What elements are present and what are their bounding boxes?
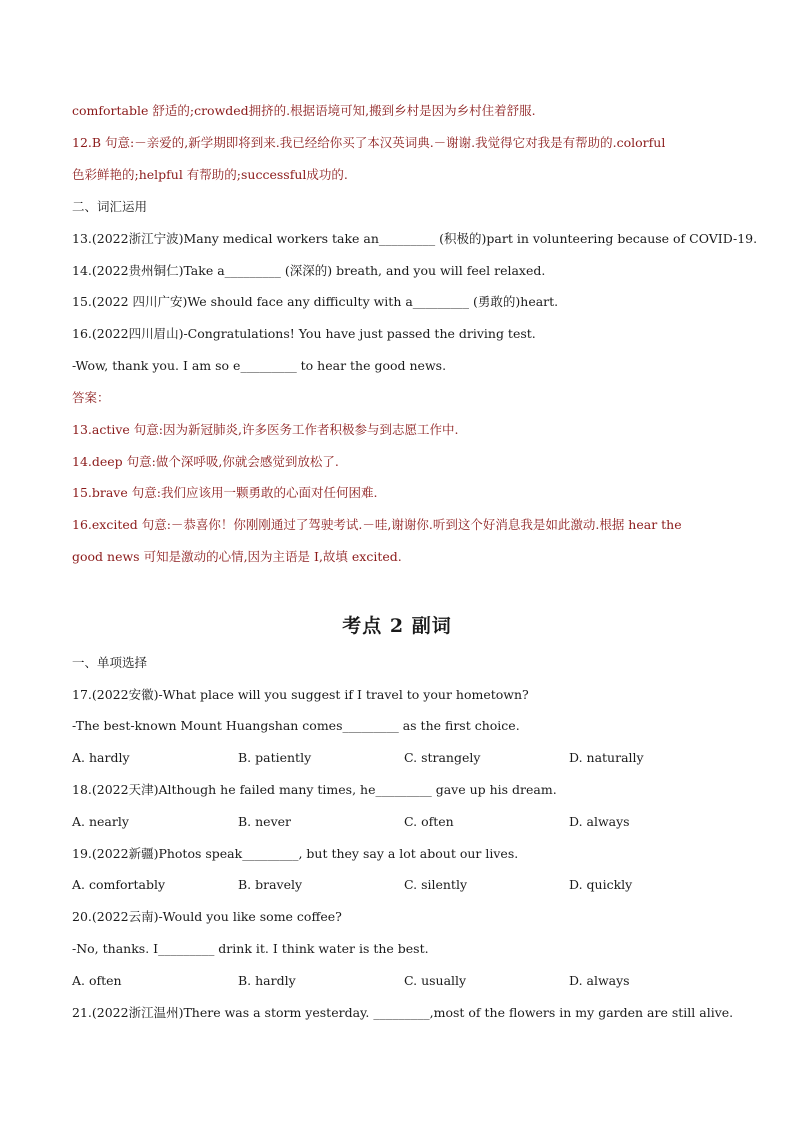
vocab-heading: 二、词汇运用 — [72, 199, 148, 214]
q19-option-d: D. quickly — [569, 877, 633, 892]
answers-label: 答案： — [72, 390, 110, 405]
answer-15: 15.brave 句意:我们应该用一颗勇敢的心面对任何困难. — [72, 485, 378, 500]
question-14: 14.(2022贵州铜仁)Take a_________ (深深的) breath, and you will feel relaxed. — [72, 263, 546, 278]
question-16-line1: 16.(2022四川眉山)-Congratulations! You have just passed the driving test. — [72, 326, 536, 341]
question-17-line1: 17.(2022安徽)-What place will you suggest if I travel to your hometown? — [72, 687, 529, 702]
question-17-line2: -The best-known Mount Huangshan comes_________ as the first choice. — [72, 718, 520, 733]
q18-option-c: C. often — [404, 814, 454, 829]
answer-12-line1: 12.B 句意:－亲爱的,新学期即将到来.我已经给你买了本汉英词典.－谢谢.我觉得它对我是有帮助的.colorful — [72, 135, 666, 150]
q18-option-b: B. never — [238, 814, 292, 829]
q20-option-b: B. hardly — [238, 973, 296, 988]
question-20-line2: -No, thanks. I_________ drink it. I think water is the best. — [72, 941, 429, 956]
question-15: 15.(2022 四川广安)We should face any difficulty with a_________ (勇敢的)heart. — [72, 294, 559, 309]
q18-option-d: D. always — [569, 814, 630, 829]
q20-option-c: C. usually — [404, 973, 467, 988]
single-choice-heading: 一、单项选择 — [72, 655, 148, 670]
answer-13: 13.active 句意:因为新冠肺炎,许多医务工作者积极参与到志愿工作中. — [72, 422, 459, 437]
question-19: 19.(2022新疆)Photos speak_________, but they say a lot about our lives. — [72, 846, 519, 861]
q17-option-d: D. naturally — [569, 750, 644, 765]
question-21: 21.(2022浙江温州)There was a storm yesterday. _________,most of the flowers in my garden are still alive. — [72, 1005, 734, 1020]
q17-option-a: A. hardly — [72, 750, 130, 765]
question-20-line1: 20.(2022云南)-Would you like some coffee? — [72, 909, 342, 924]
question-13: 13.(2022浙江宁波)Many medical workers take an_________ (积极的)part in volunteering because of COVID-19. — [72, 231, 758, 246]
question-16-line2: -Wow, thank you. I am so e_________ to hear the good news. — [72, 358, 447, 373]
q17-option-b: B. patiently — [238, 750, 312, 765]
answer-11-explanation: comfortable 舒适的;crowded拥挤的.根据语境可知,搬到乡村是因为乡村住着舒服. — [72, 103, 536, 118]
q20-option-d: D. always — [569, 973, 630, 988]
q17-option-c: C. strangely — [404, 750, 481, 765]
answer-12-line2: 色彩鲜艳的;helpful 有帮助的;successful成功的. — [72, 167, 348, 182]
answer-16-line2: good news 可知是激动的心情,因为主语是 I,故填 excited. — [72, 549, 402, 564]
q19-option-a: A. comfortably — [72, 877, 166, 892]
answer-14: 14.deep 句意:做个深呼吸,你就会感觉到放松了. — [72, 454, 339, 469]
q19-option-b: B. bravely — [238, 877, 303, 892]
q19-option-c: C. silently — [404, 877, 468, 892]
question-18: 18.(2022天津)Although he failed many times, he_________ gave up his dream. — [72, 782, 557, 797]
section-title: 考点 2 副词 — [342, 615, 452, 637]
q18-option-a: A. nearly — [72, 814, 129, 829]
answer-16-line1: 16.excited 句意:－恭喜你！你刚刚通过了驾驶考试.－哇,谢谢你.听到这个好消息我是如此激动.根据 hear the — [72, 517, 682, 532]
q20-option-a: A. often — [72, 973, 122, 988]
